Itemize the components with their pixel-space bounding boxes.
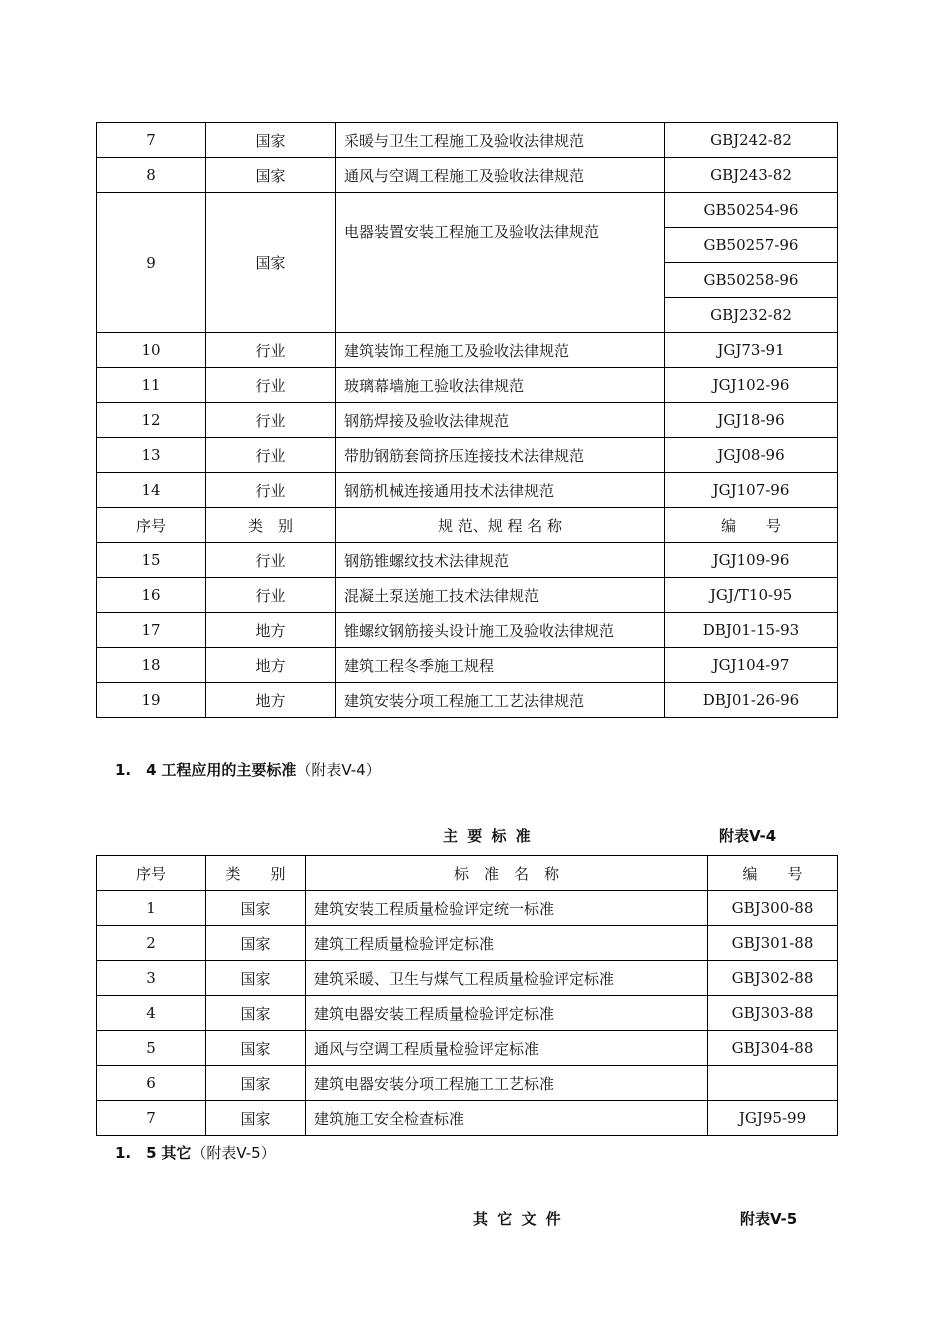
table-header-row: [97, 508, 838, 543]
table-header-row: [97, 856, 838, 891]
row-number: 2: [97, 926, 206, 961]
row-category: 国家: [206, 1101, 306, 1136]
row-number: 3: [97, 961, 206, 996]
header-code: 编 号: [665, 508, 838, 543]
header-number: 序号: [97, 856, 206, 891]
row-category: 行业: [206, 368, 336, 403]
header-category: 类 别: [206, 856, 306, 891]
row-code: GBJ304-88: [708, 1031, 838, 1066]
row-number: 8: [97, 158, 206, 193]
row-name: 通风与空调工程质量检验评定标准: [306, 1031, 708, 1066]
row-category: 国家: [206, 158, 336, 193]
row-category: 地方: [206, 683, 336, 718]
row-name: 建筑电器安装工程质量检验评定标准: [306, 996, 708, 1031]
row-code: DBJ01-26-96: [665, 683, 838, 718]
table-row: [97, 473, 838, 508]
row-category: 行业: [206, 438, 336, 473]
row-code: JGJ104-97: [665, 648, 838, 683]
row-code: GBJ242-82: [665, 123, 838, 158]
row-number: 10: [97, 333, 206, 368]
row-name: 通风与空调工程施工及验收法律规范: [336, 158, 665, 193]
table-row: [97, 683, 838, 718]
table-caption: 主 要 标 准: [443, 827, 533, 845]
row-name: 建筑施工安全检查标准: [306, 1101, 708, 1136]
table-row: [97, 1031, 838, 1066]
row-number: 1: [97, 891, 206, 926]
table-row: [97, 1101, 838, 1136]
row-name: 钢筋机械连接通用技术法律规范: [336, 473, 665, 508]
row-code: [708, 1066, 838, 1101]
regulations-table: [96, 122, 838, 718]
section-number: 1. 5: [115, 1144, 157, 1162]
row-category: 国家: [206, 1066, 306, 1101]
row-name: 锥螺纹钢筋接头设计施工及验收法律规范: [336, 613, 665, 648]
row-code: GBJ301-88: [708, 926, 838, 961]
row-code: GBJ232-82: [665, 298, 838, 333]
table-row: [97, 926, 838, 961]
row-name: 电器装置安装工程施工及验收法律规范: [336, 193, 665, 333]
row-code: JGJ109-96: [665, 543, 838, 578]
row-number: 17: [97, 613, 206, 648]
row-code: GBJ303-88: [708, 996, 838, 1031]
header-name: 规 范、规 程 名 称: [336, 508, 665, 543]
row-category: 行业: [206, 578, 336, 613]
row-number: 6: [97, 1066, 206, 1101]
table-row: [97, 613, 838, 648]
row-name: 建筑采暖、卫生与煤气工程质量检验评定标准: [306, 961, 708, 996]
row-number: 13: [97, 438, 206, 473]
row-category: 国家: [206, 996, 306, 1031]
row-number: 9: [97, 193, 206, 333]
row-number: 18: [97, 648, 206, 683]
row-name: 混凝土泵送施工技术法律规范: [336, 578, 665, 613]
section-title: 其它: [161, 1144, 192, 1162]
row-name: 钢筋焊接及验收法律规范: [336, 403, 665, 438]
row-category: 国家: [206, 1031, 306, 1066]
row-category: 地方: [206, 613, 336, 648]
row-category: 国家: [206, 193, 336, 333]
row-number: 19: [97, 683, 206, 718]
row-code: JGJ08-96: [665, 438, 838, 473]
row-name: 建筑安装分项工程施工工艺法律规范: [336, 683, 665, 718]
row-name: 建筑装饰工程施工及验收法律规范: [336, 333, 665, 368]
row-code: JGJ73-91: [665, 333, 838, 368]
row-code: JGJ102-96: [665, 368, 838, 403]
section-heading-1-4: [115, 759, 381, 780]
header-category: 类 别: [206, 508, 336, 543]
section-note: （附表V-5）: [191, 1144, 276, 1162]
row-name: 建筑电器安装分项工程施工工艺标准: [306, 1066, 708, 1101]
row-name: 建筑工程质量检验评定标准: [306, 926, 708, 961]
section-heading-1-5: [115, 1142, 276, 1163]
row-number: 7: [97, 1101, 206, 1136]
row-name: 采暖与卫生工程施工及验收法律规范: [336, 123, 665, 158]
table-row: [97, 961, 838, 996]
row-code: DBJ01-15-93: [665, 613, 838, 648]
table-row: [97, 123, 838, 158]
row-category: 国家: [206, 891, 306, 926]
section-title: 工程应用的主要标准: [161, 761, 297, 779]
table-row: [97, 158, 838, 193]
section-note: （附表V-4）: [296, 761, 381, 779]
table-row: [97, 368, 838, 403]
row-code: GBJ300-88: [708, 891, 838, 926]
table-row: [97, 543, 838, 578]
row-code: GB50254-96: [665, 193, 838, 228]
header-name: 标 准 名 称: [306, 856, 708, 891]
table-row: [97, 891, 838, 926]
row-number: 11: [97, 368, 206, 403]
row-category: 地方: [206, 648, 336, 683]
table-row-9: [97, 193, 838, 333]
standards-table: [96, 855, 838, 1136]
table-row: [97, 333, 838, 368]
row-code: JGJ95-99: [708, 1101, 838, 1136]
row-code: JGJ18-96: [665, 403, 838, 438]
row-number: 15: [97, 543, 206, 578]
row-code: GBJ243-82: [665, 158, 838, 193]
row-code: JGJ/T10-95: [665, 578, 838, 613]
row-category: 国家: [206, 961, 306, 996]
row-category: 行业: [206, 333, 336, 368]
row-category: 行业: [206, 473, 336, 508]
row-category: 国家: [206, 926, 306, 961]
row-code: GB50257-96: [665, 228, 838, 263]
table-row: [97, 648, 838, 683]
row-number: 7: [97, 123, 206, 158]
row-name: 建筑安装工程质量检验评定统一标准: [306, 891, 708, 926]
header-number: 序号: [97, 508, 206, 543]
row-code: GB50258-96: [665, 263, 838, 298]
row-name: 建筑工程冬季施工规程: [336, 648, 665, 683]
row-category: 行业: [206, 543, 336, 578]
row-name: 玻璃幕墙施工验收法律规范: [336, 368, 665, 403]
table-row: [97, 1066, 838, 1101]
header-code: 编 号: [708, 856, 838, 891]
row-number: 5: [97, 1031, 206, 1066]
table-caption: 其 它 文 件: [473, 1210, 563, 1228]
attachment-label: 附表V-4: [719, 827, 777, 845]
row-number: 4: [97, 996, 206, 1031]
row-code: JGJ107-96: [665, 473, 838, 508]
attachment-label: 附表V-5: [740, 1210, 798, 1228]
row-name: 钢筋锥螺纹技术法律规范: [336, 543, 665, 578]
row-number: 12: [97, 403, 206, 438]
row-number: 14: [97, 473, 206, 508]
table-row: [97, 578, 838, 613]
section-number: 1. 4: [115, 761, 157, 779]
row-category: 行业: [206, 403, 336, 438]
row-name: 带肋钢筋套筒挤压连接技术法律规范: [336, 438, 665, 473]
row-category: 国家: [206, 123, 336, 158]
row-number: 16: [97, 578, 206, 613]
row-code: GBJ302-88: [708, 961, 838, 996]
table-row: [97, 996, 838, 1031]
table-row: [97, 403, 838, 438]
table-row: [97, 438, 838, 473]
